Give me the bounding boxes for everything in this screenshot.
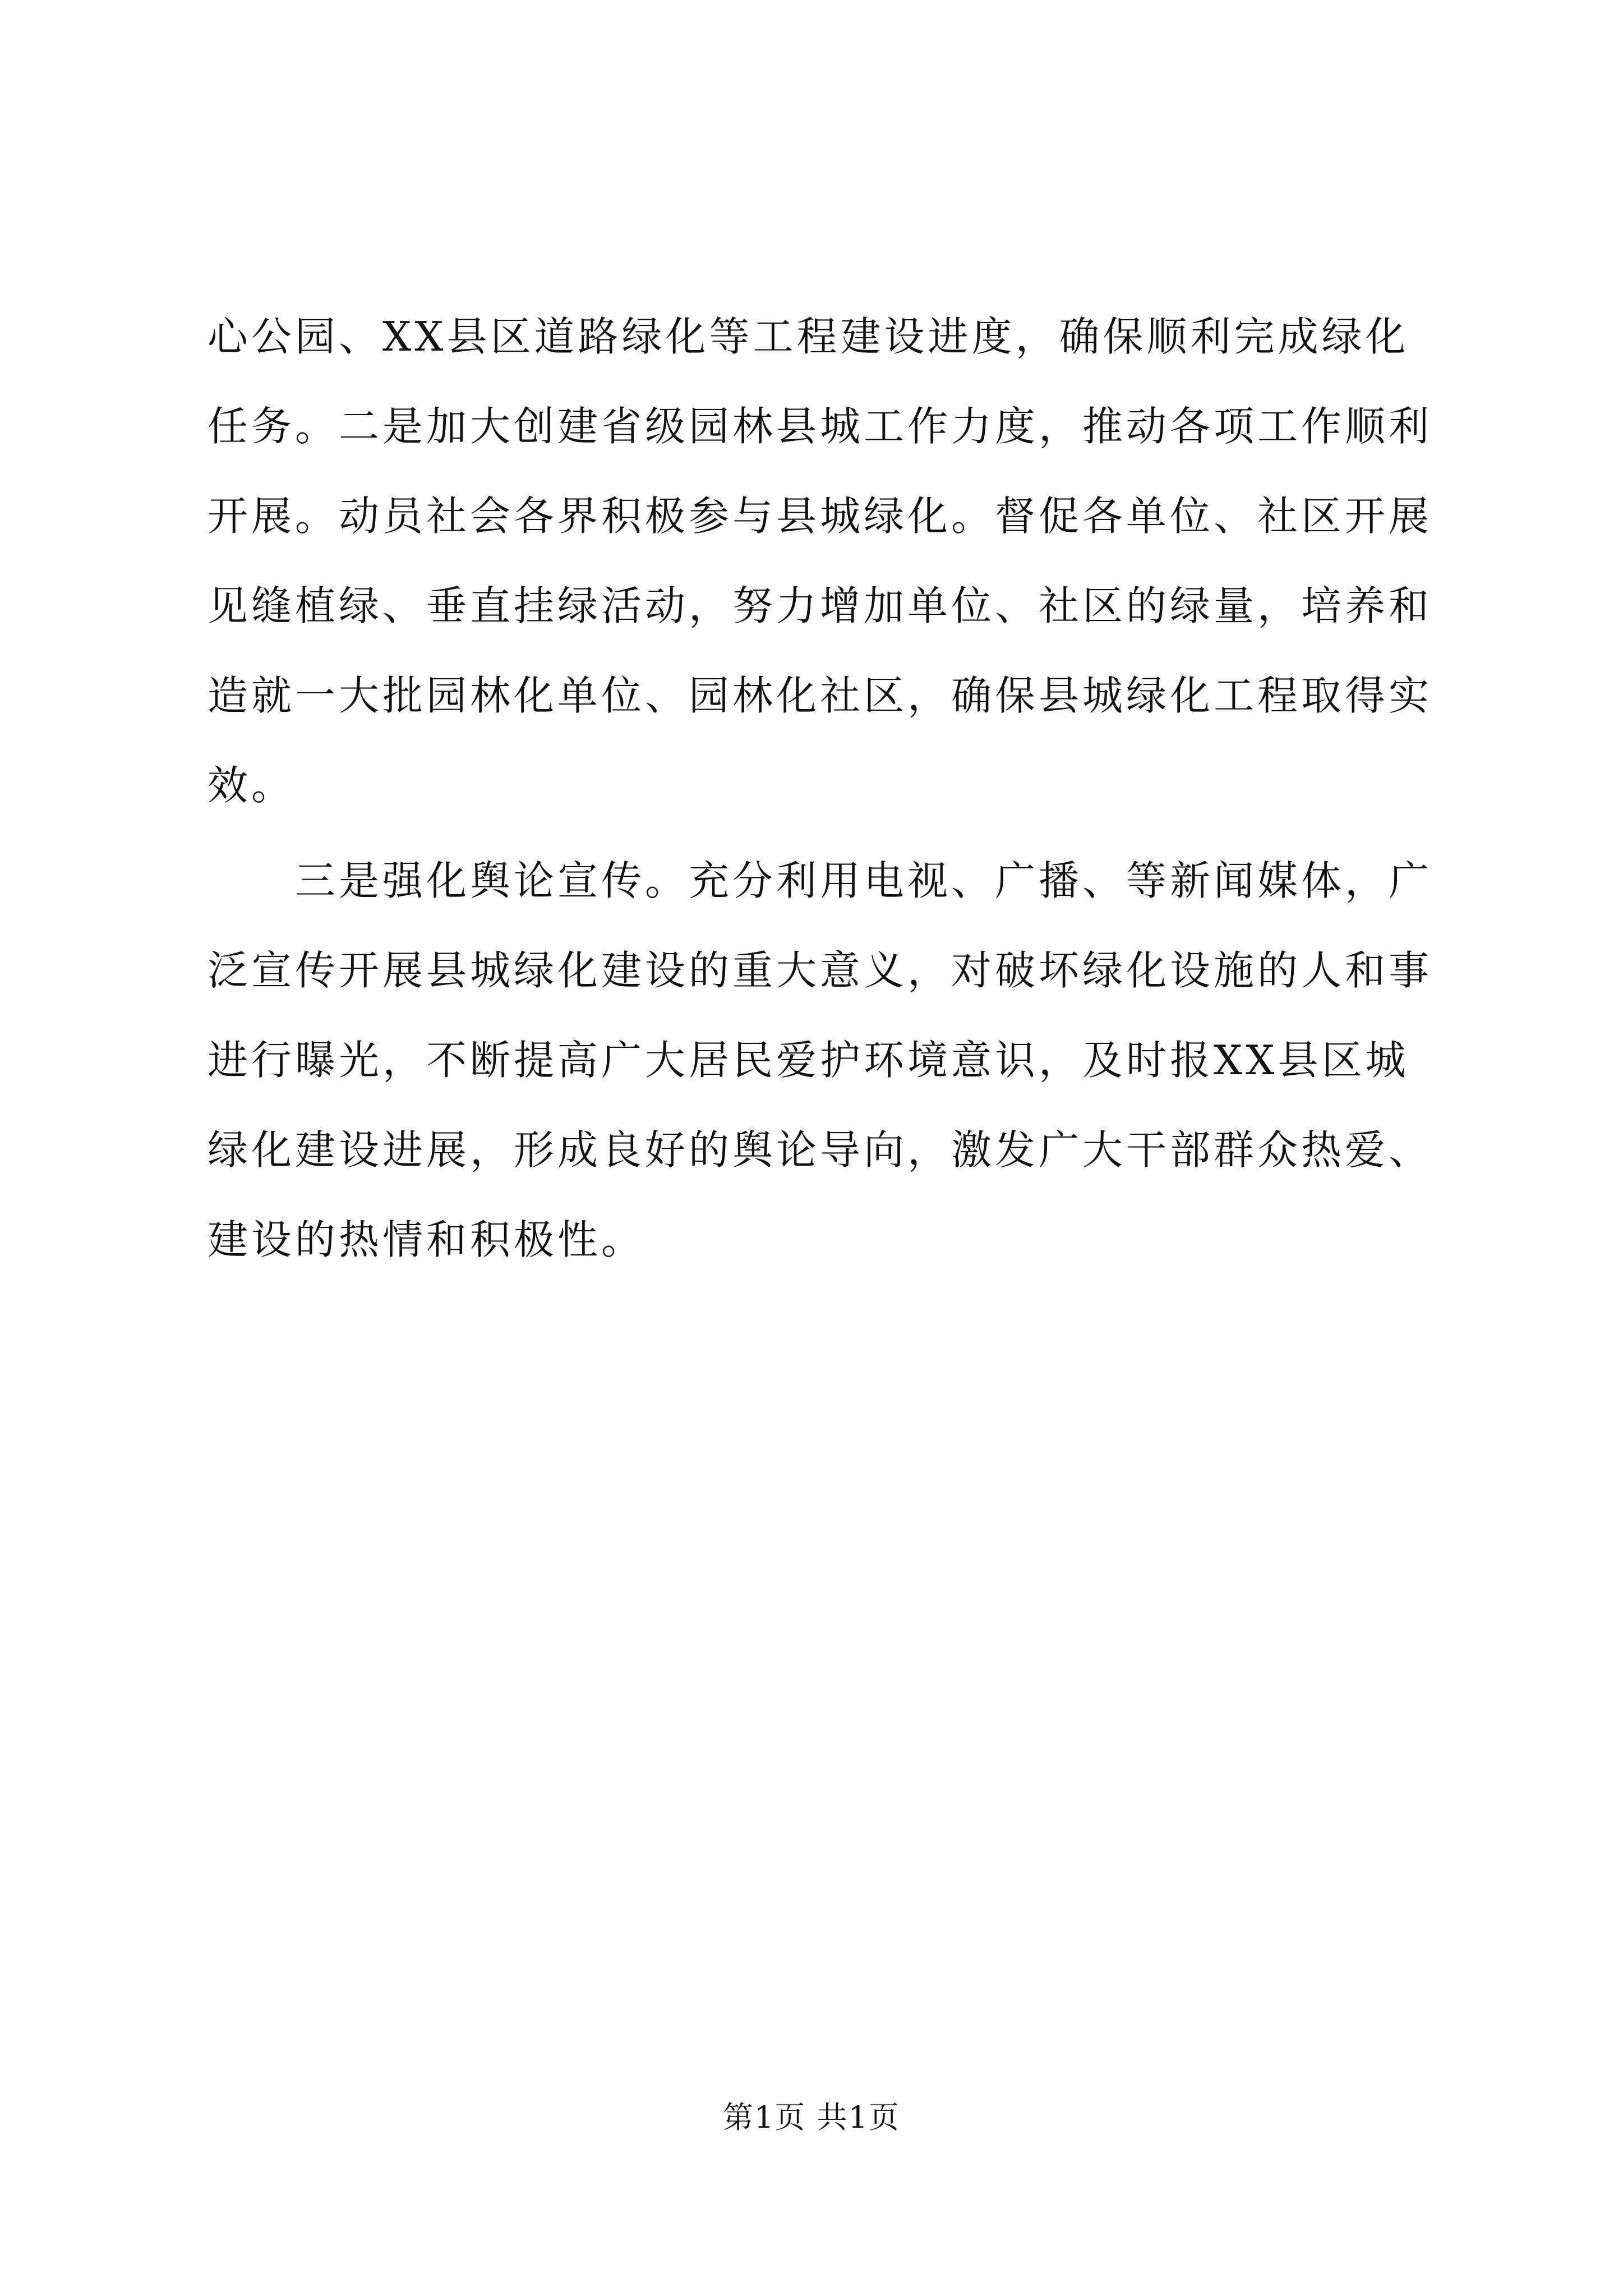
text-line: 见缝植绿、垂直挂绿活动，努力增加单位、社区的绿量，培养和 — [208, 582, 1433, 629]
paragraph-2 — [208, 836, 1433, 1285]
text-line: 绿化建设进展，形成良好的舆论导向，激发广大干部群众热爱、 — [208, 1126, 1433, 1174]
text-line: 任务。二是加大创建省级园林县城工作力度，推动各项工作顺利 — [208, 403, 1433, 450]
text-line: 心公园、XX县区道路绿化等工程建设进度，确保顺利完成绿化 — [208, 313, 1409, 360]
text-line: 泛宣传开展县城绿化建设的重大意义，对破坏绿化设施的人和事 — [208, 947, 1433, 994]
text-line: 建设的热情和积极性。 — [208, 1216, 645, 1263]
document-body — [208, 292, 1433, 1285]
paragraph-1 — [208, 292, 1433, 830]
text-line: 三是强化舆论宣传。充分利用电视、广播、等新闻媒体，广 — [295, 857, 1433, 904]
text-line: 进行曝光，不断提高广大居民爱护环境意识，及时报XX县区城 — [208, 1037, 1409, 1084]
text-line: 造就一大批园林化单位、园林化社区，确保县城绿化工程取得实 — [208, 672, 1433, 719]
text-line: 开展。动员社会各界积极参与县城绿化。督促各单位、社区开展 — [208, 493, 1433, 540]
text-line: 效。 — [208, 762, 296, 809]
page-footer: 第1页 共1页 — [723, 2100, 900, 2135]
